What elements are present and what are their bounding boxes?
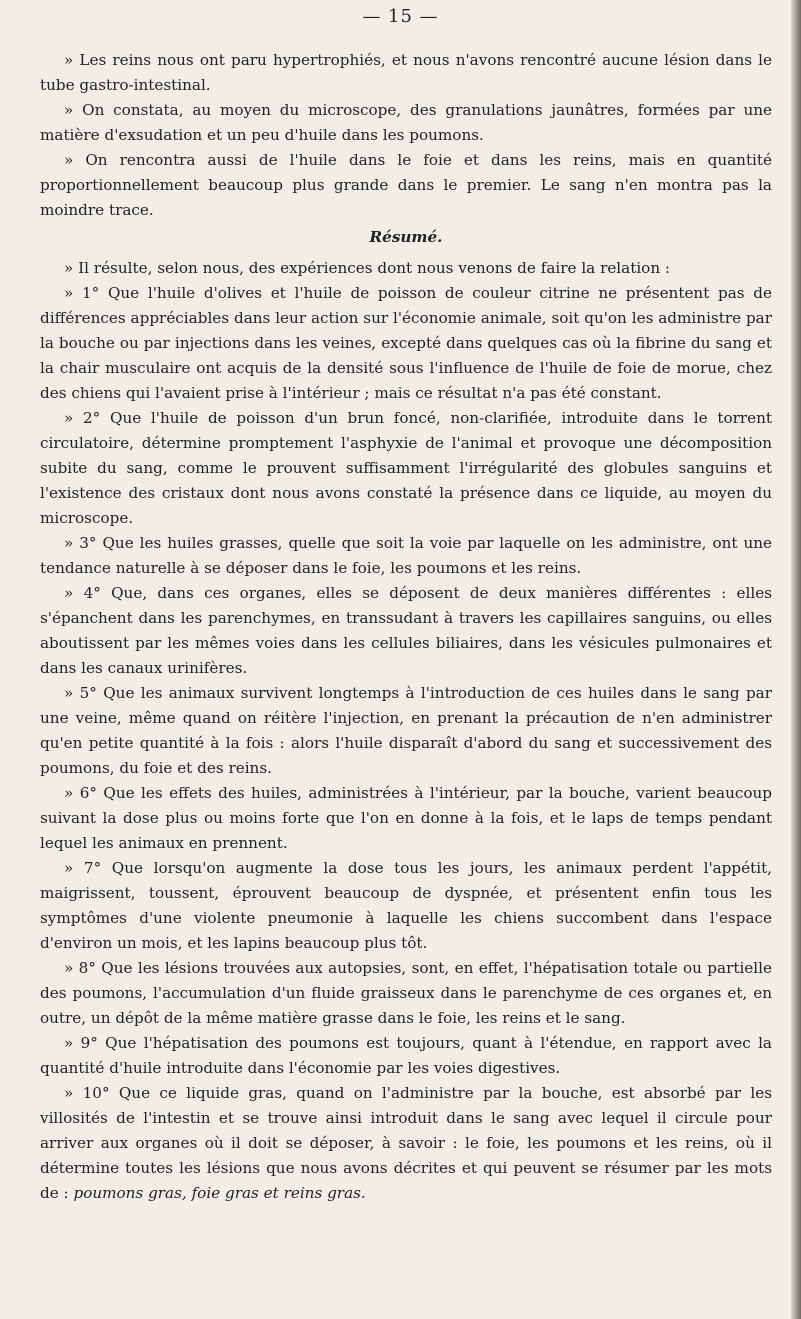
- paragraph: » 1° Que l'huile d'olives et l'huile de poisson de couleur citrine ne présentent pas de différences appréciables dans leur action sur l'économie animale, soit qu'on les administre par la bouche ou par injections dans les veines, excepté dans quelques cas où la fibrine du sang et la chair musculaire ont acquis de la densité sous l'influence de l'huile de foie de morue, chez des chiens qui l'avaient prise à l'intérieur ; mais ce résultat n'a pas été constant.: [40, 284, 772, 402]
- page-edge-shadow: [791, 0, 801, 1319]
- paragraph: » 6° Que les effets des huiles, administrées à l'intérieur, par la bouche, varient beaucoup suivant la dose plus ou moins forte que l'on en donne à la fois, et le laps de temps pendant lequel les animaux en prennent.: [40, 784, 772, 852]
- paragraph-text: » 10° Que ce liquide gras, quand on l'administre par la bouche, est absorbé par les villosités de l'intestin et se trouve ainsi introduit dans le sang avec lequel il circule pour arriver aux organes où il doit se déposer, à savoir : le foie, les poumons et les reins, où il détermine toutes les lésions que nous avons décrites et qui peuvent se résumer par les mots de :: [40, 1084, 772, 1202]
- paragraph: » On constata, au moyen du microscope, des granulations jaunâtres, formées par une matière d'exsudation et un peu d'huile dans les poumons.: [40, 101, 772, 144]
- paragraph: » 7° Que lorsqu'on augmente la dose tous les jours, les animaux perdent l'appétit, maigrissent, toussent, éprouvent beaucoup de dyspnée, et présentent enfin tous les symptômes d'une violente pneumonie à laquelle les chiens succombent dans l'espace d'environ un mois, et les lapins beaucoup plus tôt.: [40, 859, 772, 952]
- paragraph: » Les reins nous ont paru hypertrophiés, et nous n'avons rencontré aucune lésion dans le tube gastro-intestinal.: [40, 51, 772, 94]
- paragraph: » On rencontra aussi de l'huile dans le foie et dans les reins, mais en quantité proportionnellement beaucoup plus grande dans le premier. Le sang n'en montra pas la moindre trace.: [40, 151, 772, 219]
- page-number: — 15 —: [362, 6, 439, 27]
- paragraph: » 2° Que l'huile de poisson d'un brun foncé, non-clarifiée, introduite dans le torrent circulatoire, détermine promptement l'asphyxie de l'animal et provoque une décomposition subite du sang, comme le prouvent suffisamment l'irrégularité des globules sanguins et l'existence des cristaux dont nous avons constaté la présence dans ce liquide, au moyen du microscope.: [40, 409, 772, 527]
- paragraph: » 3° Que les huiles grasses, quelle que soit la voie par laquelle on les administre, ont une tendance naturelle à se déposer dans le foie, les poumons et les reins.: [40, 534, 772, 577]
- paragraph: » 5° Que les animaux survivent longtemps à l'introduction de ces huiles dans le sang par une veine, même quand on réitère l'injection, en prenant la précaution de n'en administrer qu'en petite quantité à la fois : alors l'huile disparaît d'abord du sang et successivement des poumons, du foie et des reins.: [40, 684, 772, 777]
- body-text: [40, 48, 772, 1206]
- paragraph: » Il résulte, selon nous, des expériences dont nous venons de faire la relation :: [64, 259, 671, 277]
- paragraph: » 9° Que l'hépatisation des poumons est toujours, quant à l'étendue, en rapport avec la quantité d'huile introduite dans l'économie par les voies digestives.: [40, 1034, 772, 1077]
- paragraph-last: [40, 1081, 772, 1206]
- section-heading: Résumé.: [369, 228, 443, 246]
- closing-phrase: poumons gras, foie gras et reins gras.: [73, 1184, 366, 1202]
- paragraph: » 4° Que, dans ces organes, elles se déposent de deux manières différentes : elles s'épanchent dans les parenchymes, en transsudant à travers les capillaires sanguins, ou elles aboutissent par les mêmes voies dans les cellules biliaires, dans les vésicules pulmonaires et dans les canaux urinifères.: [40, 584, 772, 677]
- paragraph: » 8° Que les lésions trouvées aux autopsies, sont, en effet, l'hépatisation totale ou partielle des poumons, l'accumulation d'un fluide graisseux dans le parenchyme de ces organes et, en outre, un dépôt de la même matière grasse dans le foie, les reins et le sang.: [40, 959, 772, 1027]
